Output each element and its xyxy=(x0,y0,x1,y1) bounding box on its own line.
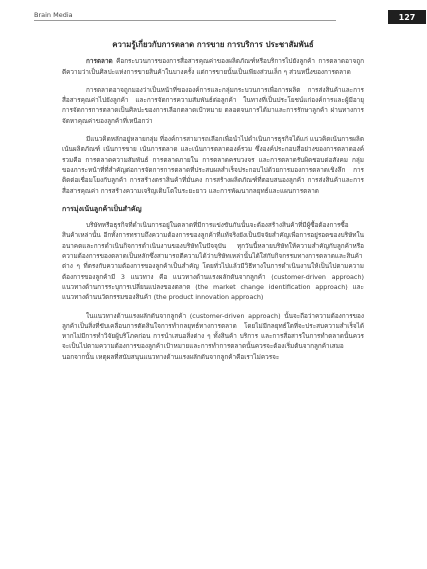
header-divider xyxy=(34,20,336,21)
paragraph-1 xyxy=(62,56,364,77)
paragraph-4: บริษัทหรือธุรกิจที่ดำเนินการอยู่ในตลาดที่มีการแข่งขันกันนั้นจะต้องสร้างสินค้าที่มีผู้ซื้อต้องการซื้อสินค้าเหล่านั้น อีกทั้งการทราบถึงความต้องการของลูกค้าที่แท้จริงยังเป็นปัจจัยสำคัญเพื่อการอยู่รอดของบริษัทในอนาคตและการดำเนินกิจการดำเนินงานของบริษัทในปัจจุบัน ทุกวันนี้หลายบริษัทให้ความสำคัญกับลูกค้าหรือความต้องการของตลาดเป็นหลักซึ่งสามารถตีความได้ว่าบริษัทเหล่านั้นได้ใส่กับกิจกรรมทางการตลาดและสินค้าต่าง ๆ ที่ตรงกับความต้องการของลูกค้าเป็นสำคัญ โดยทั่วไปแล้วมีวิธีทางในการดำเนินงานให้เป็นไปตามความต้องการของลูกค้ามี 3 แนวทาง คือ แนวทางด้านแรงผลักดันจากลูกค้า (customer-driven approach) แนวทางด้านการระบุการเปลี่ยนแปลงของตลาด (the market change identification approach) และแนวทางด้านนวัตกรรมของสินค้า (the product innovation approach) xyxy=(62,221,364,302)
page-title: ความรู้เกี่ยวกับการตลาด การขาย การบริการ ประชาสัมพันธ์ xyxy=(112,40,314,49)
paragraph-5: ในแนวทางด้านแรงผลักดันจากลูกค้า (customer-driven approach) นั้นจะถือว่าความต้องการของลูกค้าเป็นสิ่งที่ขับเคลื่อนการตัดสินใจการทำกลยุทธ์ทางการตลาด โดยไม่มีกลยุทธ์ใดที่จะประสบความสำเร็จได้หากไม่มีการทำวิจัยผู้บริโภคก่อน การนำเสนอสิ่งต่าง ๆ ทั้งสินค้า บริการ และการสื่อสารในการทำตลาดนั้นควรจะเป็นไปตามความต้องการของลูกค้าเป้าหมายและการทำการตลาดนั้นควรจะต้องเริ่มต้นจากลูกค้าเสมอ นอกจากนั้น เหตุผลที่สนับสนุนแนวทางด้านแรงผลักดันจากลูกค้าคือเราไม่ควรจะ xyxy=(62,311,364,361)
page-number-badge: 127 xyxy=(388,10,426,24)
document-body xyxy=(62,40,364,370)
paragraph-1-text: คือกระบวนการของการสื่อสารคุณค่าของผลิตภัณฑ์หรือบริการไปยังลูกค้า การตลาดอาจถูกตีความว่าเป็นศิลปะแห่งการขายสินค้าในบางครั้ง แต่การขายนั้นเป็นเพียงส่วนเล็ก ๆ ส่วนหนึ่งของการตลาด xyxy=(62,57,364,76)
paragraph-2: การตลาดอาจถูกมองว่าเป็นหน้าที่ขององค์การและกลุ่มกระบวนการเพื่อการผลิต การส่งสินค้าและการสื่อสารคุณค่าไปยังลูกค้า และการจัดการความสัมพันธ์ต่อลูกค้า ในทางที่เป็นประโยชน์แก่องค์การและผู้มีอายุ การจัดการการตลาดเป็นศิลปะของการเลือกตลาดเป้าหมาย ตลอดจนการได้มาและการรักษาลูกค้า ผ่านทางการจัดหาคุณค่าของลูกค้าที่เหนือกว่า xyxy=(62,85,364,125)
brand-name: Brain Media xyxy=(34,11,73,19)
paragraph-3: มีแนวคิดหลักอยู่หลายกลุ่ม ที่องค์การสามารถเลือกเพื่อนำไปดำเนินการธุรกิจได้แก่ แนวคิดเน้นการผลิต เน้นผลิตภัณฑ์ เน้นการขาย เน้นการตลาด และเน้นการตลาดองค์รวม ซึ่งองค์ประกอบสี่อย่างของการตลาดองค์รวมคือ การตลาดความสัมพันธ์ การตลาดภายใน การตลาดครบวงจร และการตลาดรับผิดชอบต่อสังคม กลุ่มของภาระหน้าที่ที่สำคัญต่อการจัดการการตลาดที่ประสบผลสำเร็จประกอบไปด้วยการมองการตลาดเชิงลึก การติดต่อเชื่อมโยงกับลูกค้า การสร้างตราสินค้าที่มั่นคง การสร้างผลิตภัณฑ์ที่ตอบสนองลูกค้า การส่งสินค้าและการสื่อสารคุณค่า การสร้างความเจริญเติบโตในระยะยาว และการพัฒนากลยุทธ์และแผนการตลาด xyxy=(62,135,364,195)
marketing-term: การตลาด xyxy=(86,57,113,66)
section-heading: การมุ่งเน้นลูกค้าเป็นสำคัญ xyxy=(62,204,142,213)
